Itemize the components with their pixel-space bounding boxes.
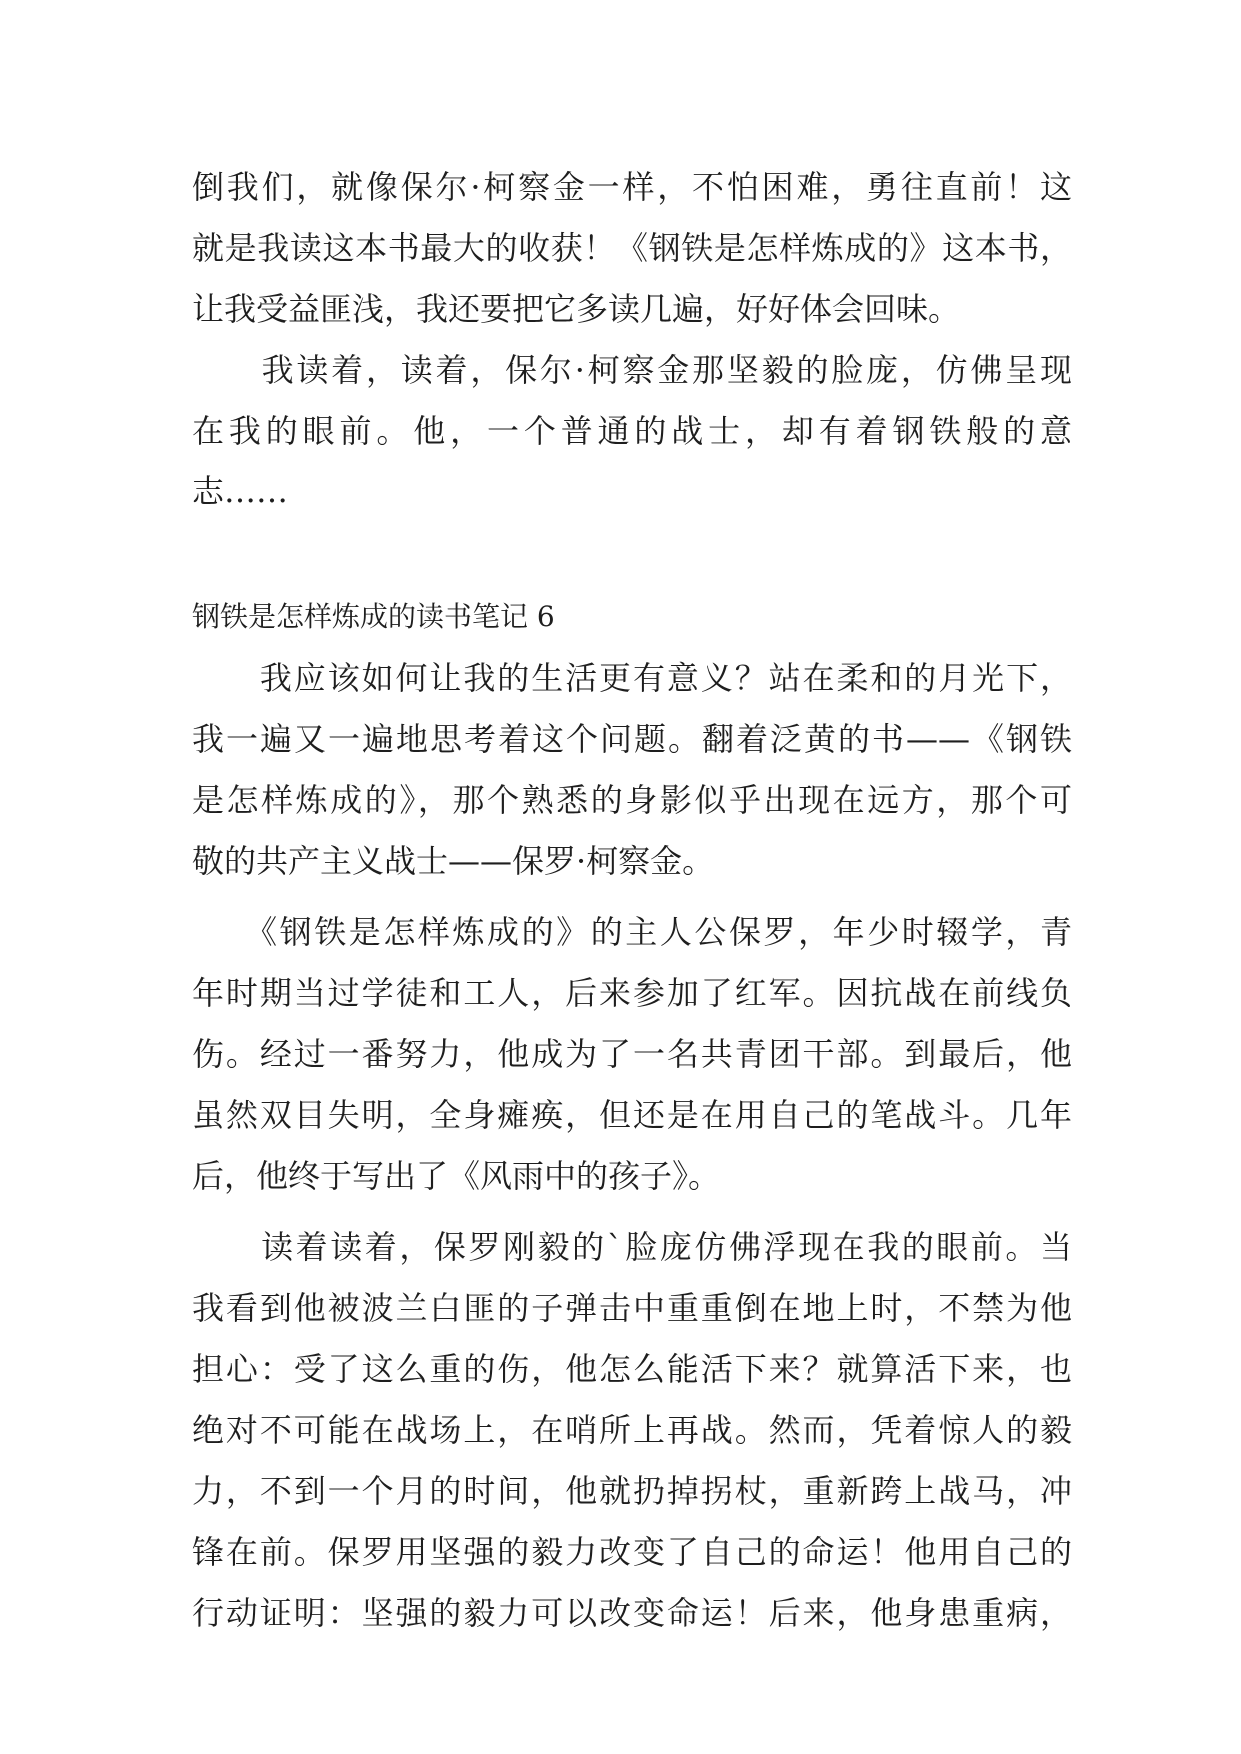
paragraph-line: 虽然双目失明，全身瘫痪，但还是在用自己的笔战斗。几年 — [192, 1096, 1072, 1134]
paragraph-line: 我一遍又一遍地思考着这个问题。翻着泛黄的书——《钢铁 — [192, 720, 1072, 758]
paragraph-line: 敬的共产主义战士——保罗·柯察金。 — [192, 842, 715, 880]
paragraph-line: 绝对不可能在战场上，在哨所上再战。然而，凭着惊人的毅 — [192, 1411, 1072, 1449]
paragraph-line: 年时期当过学徒和工人，后来参加了红军。因抗战在前线负 — [192, 974, 1072, 1012]
paragraph-line: 让我受益匪浅，我还要把它多读几遍，好好体会回味。 — [192, 290, 961, 328]
paragraph-line: 行动证明：坚强的毅力可以改变命运！后来，他身患重病， — [192, 1594, 1072, 1632]
paragraph-line: 是怎样炼成的》，那个熟悉的身影似乎出现在远方，那个可 — [192, 781, 1072, 819]
paragraph-line: 伤。经过一番努力，他成为了一名共青团干部。到最后，他 — [192, 1035, 1072, 1073]
paragraph-line: 倒我们，就像保尔·柯察金一样，不怕困难，勇往直前！这 — [192, 168, 1072, 206]
paragraph-line: 力，不到一个月的时间，他就扔掉拐杖，重新跨上战马，冲 — [192, 1472, 1072, 1510]
paragraph-line: 志…… — [192, 472, 289, 510]
paragraph-line: 担心：受了这么重的伤，他怎么能活下来？就算活下来，也 — [192, 1350, 1072, 1388]
paragraph-line: 我读着，读着，保尔·柯察金那坚毅的脸庞，仿佛呈现 — [192, 351, 1072, 389]
paragraph-line: 我看到他被波兰白匪的子弹击中重重倒在地上时，不禁为他 — [192, 1289, 1072, 1327]
paragraph-line: 后，他终于写出了《风雨中的孩子》。 — [192, 1157, 721, 1195]
paragraph-line: 读着读着，保罗刚毅的`脸庞仿佛浮现在我的眼前。当 — [192, 1228, 1072, 1266]
paragraph-line: 我应该如何让我的生活更有意义？站在柔和的月光下， — [192, 659, 1072, 697]
paragraph-line: 就是我读这本书最大的收获！《钢铁是怎样炼成的》这本书， — [192, 229, 1072, 267]
paragraph-line: 《钢铁是怎样炼成的》的主人公保罗，年少时辍学，青 — [192, 913, 1072, 951]
section-title: 钢铁是怎样炼成的读书笔记 6 — [192, 600, 555, 633]
paragraph-line: 在我的眼前。他，一个普通的战士，却有着钢铁般的意 — [192, 412, 1072, 450]
paragraph-line: 锋在前。保罗用坚强的毅力改变了自己的命运！他用自己的 — [192, 1533, 1072, 1571]
